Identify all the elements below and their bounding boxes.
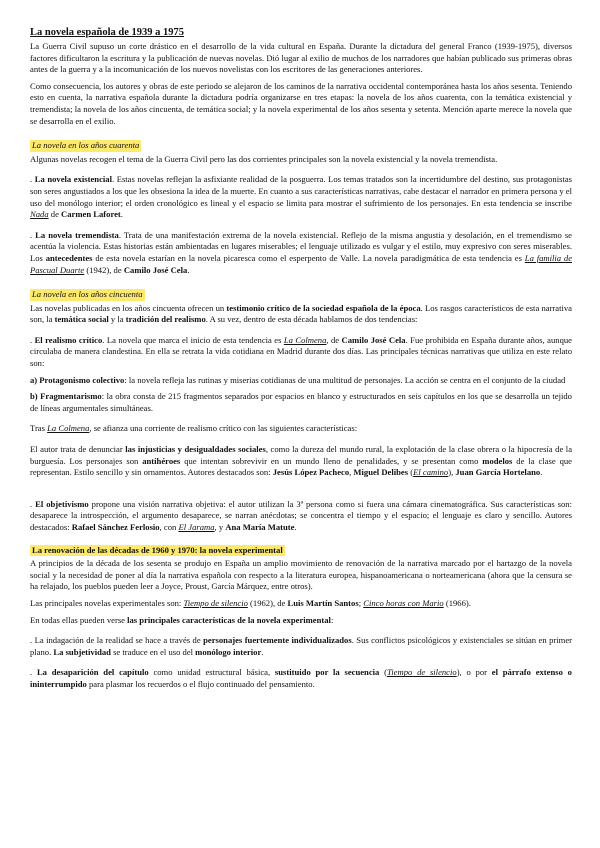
term-parrafo-extenso: el párrafo extenso o ininterrumpido: [30, 667, 572, 689]
text: En todas ellas pueden verse: [30, 614, 128, 625]
bullet-dot: .: [30, 334, 35, 345]
author-matute: Ana María Matute: [225, 522, 295, 532]
text: , y: [214, 522, 226, 532]
text: como unidad estructural básica,: [148, 667, 275, 678]
text: Las novelas publicadas en los años cincuenta ofrecen un: [30, 302, 227, 313]
term-tradicion-realismo: tradición del realismo: [125, 314, 206, 325]
text: para plasmar los recuerdos o el flujo continuado del pensamiento.: [86, 678, 315, 689]
sec50-intro: [30, 303, 572, 326]
text: :: [330, 614, 334, 625]
text: (1962), de: [247, 597, 288, 608]
sec60-capitulo: [30, 667, 572, 690]
text: , de: [326, 334, 342, 345]
text: ,: [349, 467, 354, 478]
author-laforet: Carmen Laforet: [61, 209, 121, 220]
intro-paragraph-1: La Guerra Civil supuso un corte drástico en el desarrollo de la vida cultural en España. Durante la dictadura del general Franco (1939-1975), diversos factores dificultaron la escritura y la publicación de nuevas novelas. Dió lugar al exilio de muchos de los narradores que habían publicado sus primeras obras antes de la guerra y a la incomunicación de los nuevos novelistas con los escritores de las generaciones anteriores.: [30, 41, 572, 75]
text: (1942), de: [84, 264, 124, 275]
text: El autor trata de denunciar: [30, 444, 126, 455]
bullet-dot: .: [30, 174, 35, 185]
sec50-objetivismo: [30, 499, 572, 534]
sec60-paragraph-2: [30, 598, 572, 610]
term-realismo-critico: El realismo crítico: [34, 334, 103, 345]
sec60-indagacion: [30, 635, 572, 658]
sec40-intro: Algunas novelas recogen el tema de la Guerra Civil pero las dos corrientes principales son la novela existencial y la novela tremendista.: [30, 153, 498, 164]
section-heading-50s: [30, 285, 572, 303]
sec50-realismo-critico: [30, 335, 572, 370]
author-delibes: Miguel Delibes: [353, 467, 409, 478]
work-title-la-colmena: La Colmena: [47, 423, 90, 434]
term-personajes-individualizados: personajes fuertemente individualizados: [203, 635, 352, 646]
term-protagonismo-colectivo: a) Protagonismo colectivo: [30, 374, 125, 385]
section-heading-60s-label: La renovación de las décadas de 1960 y 1970: la novela experimental: [32, 544, 283, 555]
term-monologo-interior: monólogo interior: [195, 646, 262, 657]
term-secuencia: sustituido por la secuencia: [274, 667, 380, 678]
text: .: [187, 264, 190, 275]
term-novela-tremendista: La novela tremendista: [35, 229, 119, 240]
text: , con: [159, 522, 179, 532]
term-novela-existencial: La novela existencial: [34, 174, 112, 185]
author-cela: Camilo José Cela: [341, 334, 406, 345]
sec50-tras-colmena: [30, 423, 572, 435]
text: de la clase que representan. Estilo sencillo y sin ornamentos. Autores destacados son:: [30, 455, 572, 478]
bullet-dot: .: [30, 667, 37, 678]
text: . Trata de una manifestación extrema de la novela existencial. Reflejo de la misma angustia y desolación, en el tremendismo se acentúa la violencia. Estas historias están ambientadas en lugares miserables; el lenguaje utilizado es vulgar y el estilo, muy expresivo con seres miserables. Los: [30, 229, 572, 263]
text: .: [294, 522, 297, 532]
text: (: [379, 667, 387, 678]
text: : la obra consta de 215 fragmentos separados por espacios en blanco y estructurados en seis capítulos en los que se desarrolla un tejido de líneas argumentales simultáneas.: [30, 391, 572, 413]
text: . La novela que marca el inicio de esta tendencia es: [102, 334, 284, 345]
text: . Fue prohibida en España durante años, aunque circulaba de manera clandestina. En ella se retrata la vida cotidiana en Madrid durante dos días. Las principales técnicas narrativas que utiliza en este relato son:: [30, 334, 572, 369]
text: . La indagación de la realidad se hace a través de: [30, 635, 204, 646]
author-sanchez-ferlosio: Rafael Sánchez Ferlosio: [71, 522, 160, 532]
text: : la novela refleja las rutinas y miserias cotidianas de una multitud de personajes. La acción se centra en el conjunto de la ciudad: [124, 374, 566, 385]
text: . Los rasgos característicos de esta narrativa son, la: [30, 302, 572, 325]
term-modelos: modelos: [482, 455, 513, 466]
text: . Estas novelas reflejan la asfixiante realidad de la posguerra. Los temas tratados son la incertidumbre del destino, sus protagonistas son seres angustiados a los que les obsesiona la idea de la muerte. En cuanto a sus características narrativas, cabe destacar el narrador en primera persona y el uso del monólogo interior; el orden cronológico es lineal y el espacio se limita para mostrar el sufrimiento de los personajes. En esta tendencia se inscribe: [30, 174, 573, 208]
section-heading-40s-label: La novela en los años cuarenta: [32, 140, 140, 151]
text: propone una visión narrativa objetiva: el autor utilizan la 3ª persona como si fuera una cámara cinematográfica. Sus características son: desaparece la introspección, el argumento desaparece, se narran anécdotas; se concentra el tiempo y el espacio; el lenguaje es claro y sencillo. Autores destacados:: [30, 498, 572, 532]
section-heading-50s-label: La novela en los años cincuenta: [32, 289, 143, 300]
work-title-pascual-duarte: La familia de Pascual Duarte: [30, 252, 573, 275]
work-title-la-colmena: La Colmena: [283, 334, 327, 345]
work-title-tiempo-de-silencio: Tiempo de silencio: [183, 597, 248, 608]
text: se traduce en el uso del: [110, 646, 196, 657]
text: .: [540, 467, 543, 478]
term-objetivismo: El objetivismo: [35, 498, 89, 509]
work-title-cinco-horas-con-mario: Cinco horas con Mario: [363, 597, 444, 608]
text: ),: [448, 467, 456, 478]
sec50-denuncia: [30, 444, 572, 479]
text: , como la dureza del mundo rural, la explotación de la clase obrera o la hipocresía de la burguesía. Los personajes son: [30, 444, 573, 466]
work-title-el-jarama: El Jarama: [178, 522, 215, 532]
text: Tras: [30, 423, 48, 434]
term-fragmentarismo: b) Fragmentarismo: [30, 391, 102, 402]
section-heading-40s: [30, 136, 572, 154]
sec50-item-b: [30, 391, 572, 414]
text: .: [261, 646, 264, 657]
term-subjetividad: La subjetividad: [53, 646, 111, 657]
text: .: [120, 209, 123, 220]
sec50-item-a: [30, 375, 572, 387]
text: . A su vez, dentro de esta década hablamos de dos tendencias:: [205, 314, 418, 325]
document-title: La novela española de 1939 a 1975: [30, 27, 185, 38]
sec60-paragraph-1: A principios de la década de los sesenta se produjo en España un amplio movimiento de renovación de la narrativa marcado por el hartazgo de la novela social y la necesidad de poner al día la narrativa española con respecto a la literatura europea, hispanoamericana o norteamericana (ahora que la censura se ha relajado, los pueblos pueden leer a Joyce, Proust, García Márquez, entre otros).: [30, 558, 572, 592]
sec40-tremendista-paragraph: [30, 230, 572, 276]
term-injusticias: las injusticias y desigualdades sociales: [125, 444, 266, 455]
term-antiheroes: antihéroes: [142, 455, 181, 466]
bullet-dot: .: [30, 229, 36, 240]
term-desaparicion-capitulo: La desaparición del capítulo: [36, 667, 149, 678]
text: (: [408, 467, 414, 478]
text: y la: [108, 314, 126, 325]
work-title-nada: Nada: [30, 209, 49, 220]
text: que intentan sobrevivir en un mundo lleno de penalidades, y se presentan como: [180, 455, 483, 466]
text: de esta novela estarían en la novela picaresca como el esperpento de Valle. La novela paradigmática de esta tendencia es: [92, 252, 525, 263]
term-caracteristicas-experimental: las principales características de la novela experimental: [127, 614, 331, 625]
work-title-tiempo-de-silencio: Tiempo de silencio: [386, 667, 457, 678]
text: (1966).: [443, 597, 471, 608]
author-martin-santos: Luis Martín Santos: [287, 597, 359, 608]
work-title-el-camino: El camino: [413, 467, 449, 478]
sec60-paragraph-3: [30, 615, 572, 627]
text: , se afianza una corriente de realismo crítico con las siguientes características:: [89, 423, 358, 434]
bullet-dot: .: [30, 498, 36, 509]
sec40-existencial-paragraph: [30, 174, 572, 220]
author-garcia-hortelano: Juan García Hortelano: [455, 467, 541, 478]
text: . Sus conflictos psicológicos y existenciales se sitúan en primer plano.: [30, 635, 573, 657]
term-testimonio-critico: testimonio crítico de la sociedad española de la época: [226, 302, 421, 313]
section-heading-60s: [30, 543, 572, 559]
text: Las principales novelas experimentales son:: [30, 597, 184, 608]
term-tematica-social: temática social: [54, 314, 109, 325]
term-antecedentes: antecedentes: [45, 252, 93, 263]
intro-paragraph-2: Como consecuencia, los autores y obras de este periodo se alejaron de los caminos de la narrativa occidental contemporánea hasta los años sesenta. Teniendo esto en cuenta, la narrativa española durante la dictadura podría organizarse en tres etapas: la novela de los años cuarenta, con la temática existencial y tremendista; la novela de los años cincuenta, de temática social; y la novela experimental de los años sesenta y setenta. Mención aparte merece la novela que se desarrolla en el exilio.: [30, 80, 572, 126]
text: ), o por: [456, 667, 492, 678]
author-cela: Camilo José Cela: [123, 264, 188, 275]
text: de: [48, 209, 62, 220]
author-lopez-pacheco: Jesús López Pacheco: [272, 467, 350, 478]
text: ;: [358, 597, 364, 608]
